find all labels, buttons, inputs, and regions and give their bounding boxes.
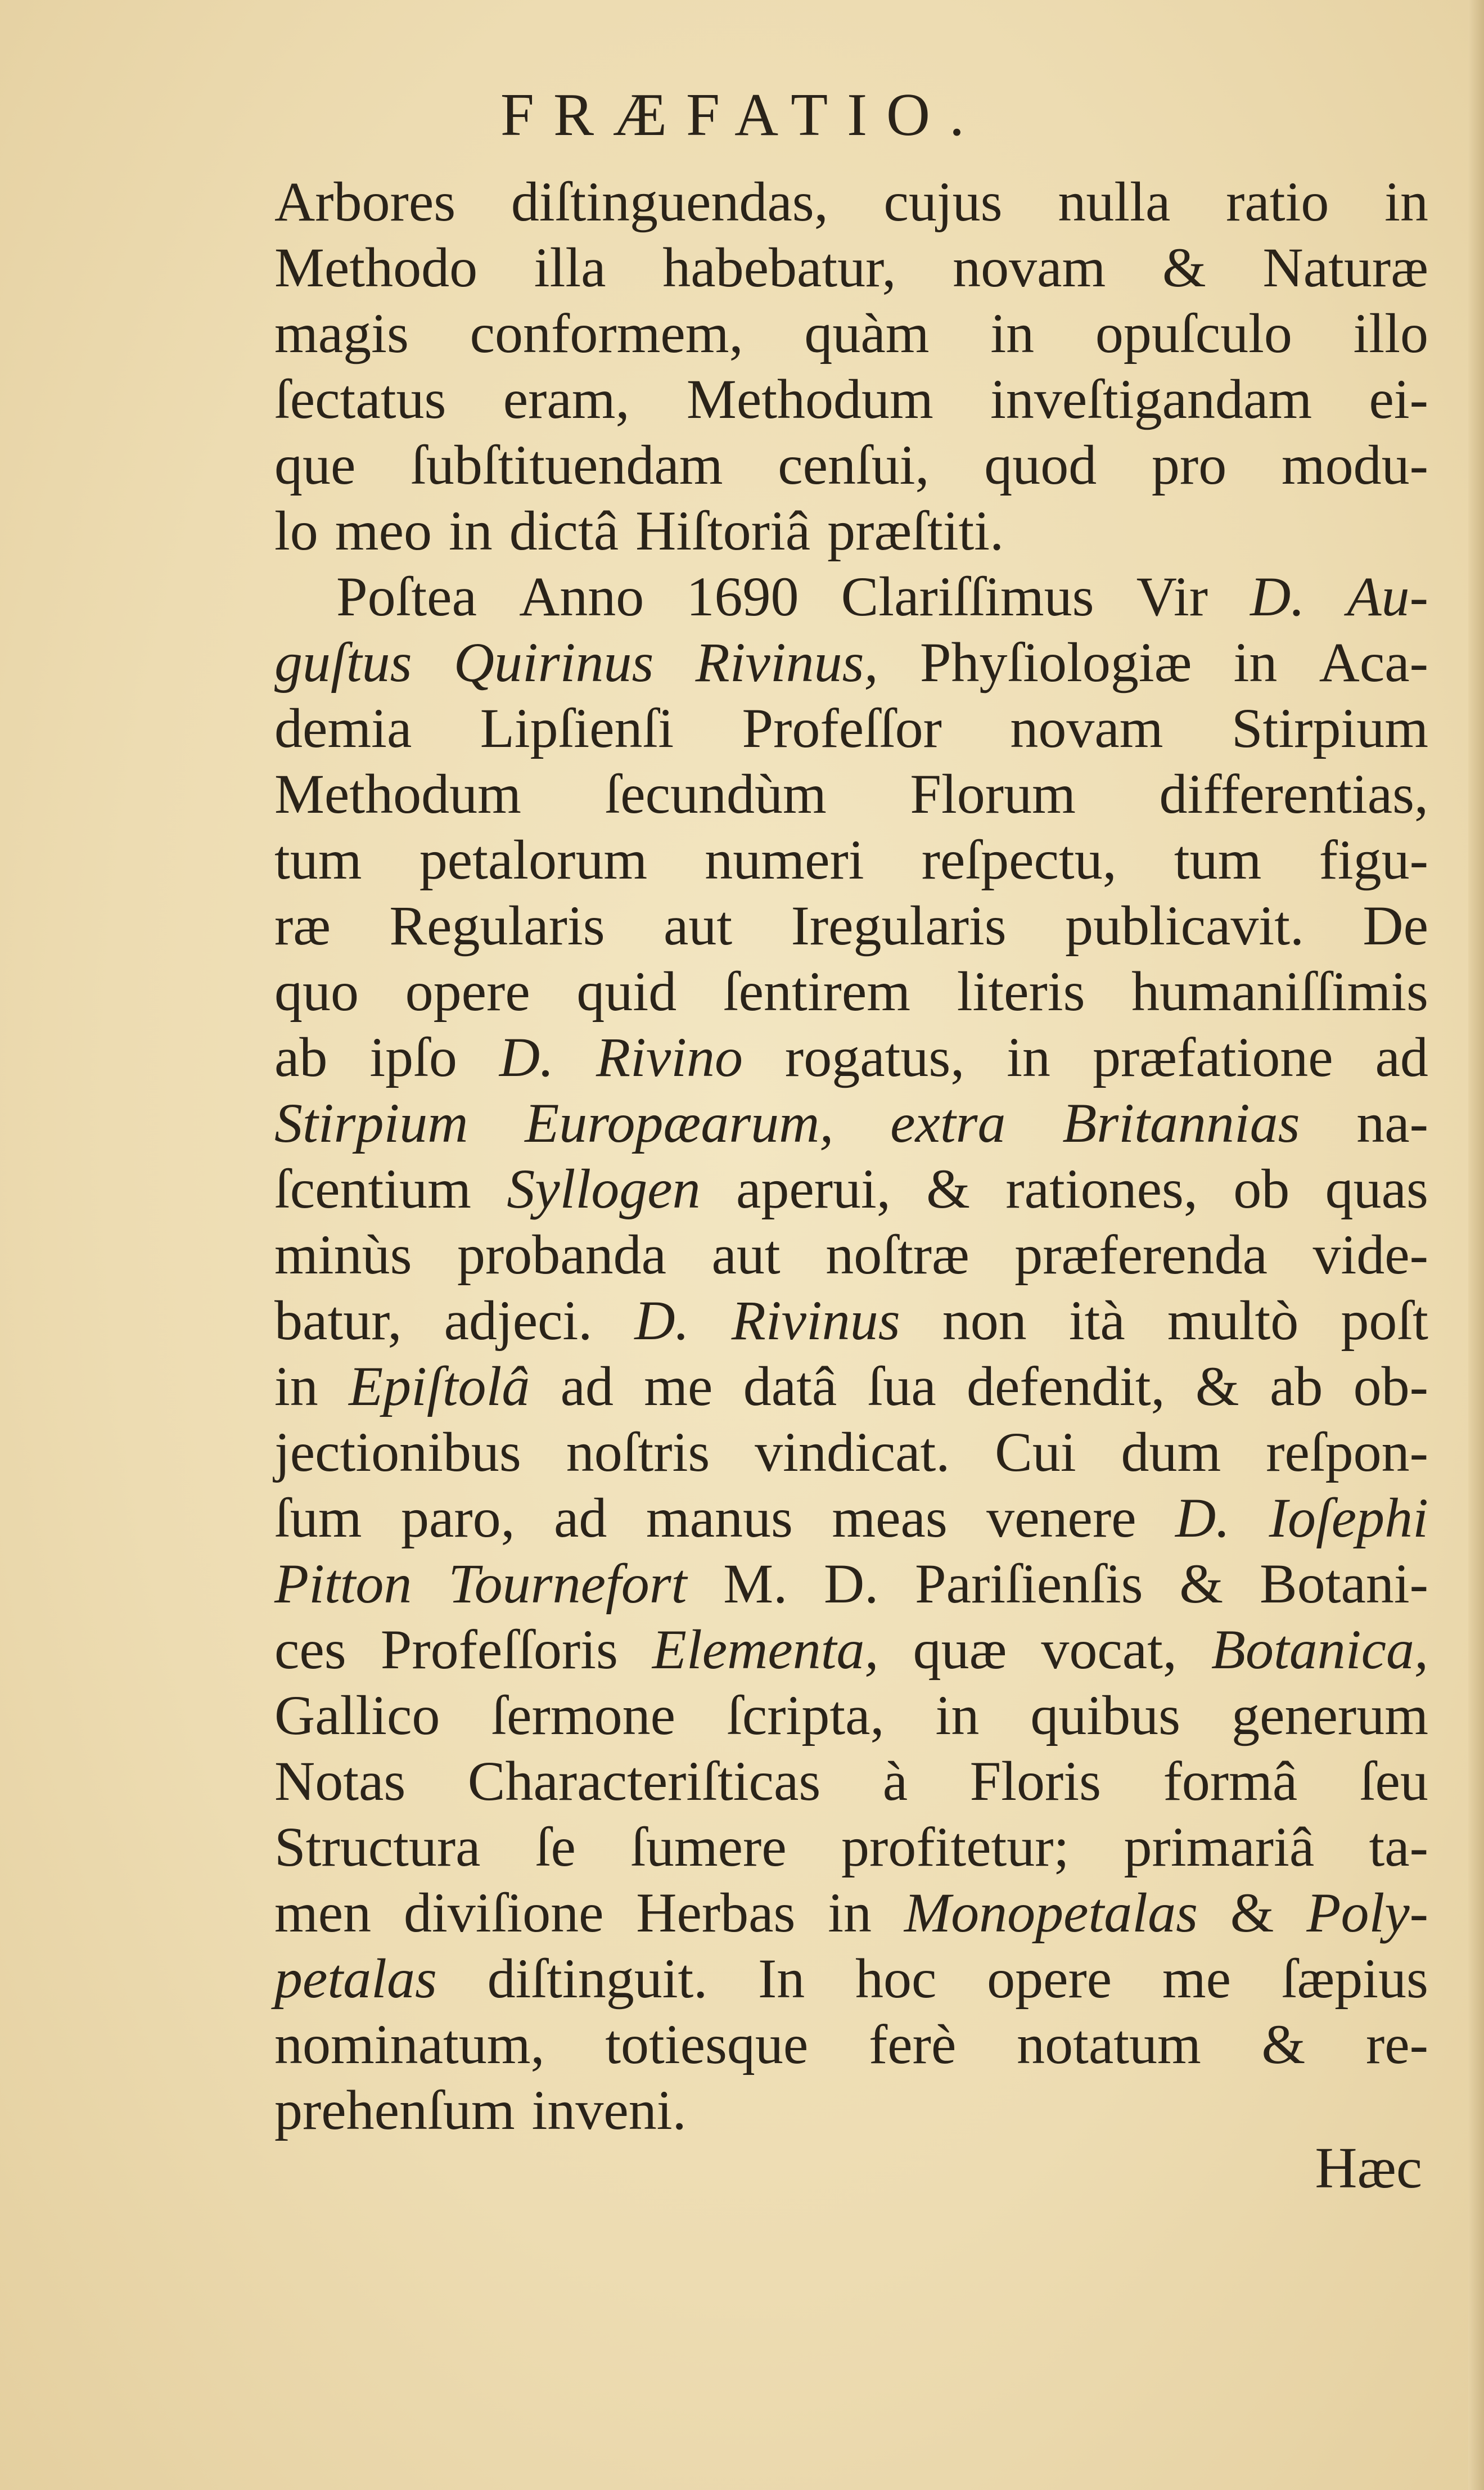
word: Pariſienſis [915, 1552, 1143, 1615]
word: 1690 [686, 565, 799, 628]
text-line [274, 1682, 1428, 1748]
word: ſcentium [274, 1158, 471, 1220]
word: tum [274, 829, 362, 891]
word: Phyſiologiæ [919, 631, 1192, 694]
word: jectionibus [274, 1421, 521, 1483]
word: Profeſſor [742, 697, 942, 759]
word: non [942, 1289, 1027, 1352]
word: Profeſſoris [380, 1618, 618, 1681]
word: Methodum [686, 368, 933, 430]
word: D. [499, 1026, 554, 1088]
word: ta- [1369, 1816, 1428, 1878]
text-line [274, 2077, 1428, 2143]
word: manus [646, 1487, 793, 1549]
catchword: Hæc [1315, 2136, 1422, 2200]
word: Stirpium [1231, 697, 1428, 759]
text-line [274, 235, 1428, 300]
word: quibus [1030, 1684, 1181, 1746]
word: Herbas [636, 1881, 796, 1944]
word: rationes, [1005, 1158, 1198, 1220]
text-line [274, 1814, 1428, 1880]
text-line [274, 1748, 1428, 1814]
word: Florum [910, 763, 1076, 825]
word: ei- [1369, 368, 1428, 430]
word: à [882, 1750, 908, 1812]
word: Poly- [1306, 1881, 1428, 1944]
text-line [274, 1353, 1428, 1419]
word: primariâ [1124, 1816, 1315, 1878]
text-line [274, 432, 1428, 498]
word: guſtus [274, 631, 412, 694]
word: aperui, [736, 1158, 891, 1220]
word: Botanica, [1211, 1618, 1428, 1681]
word: Hiſtoriâ [635, 499, 811, 562]
word: publicavit. [1065, 894, 1304, 957]
word: ad [1375, 1026, 1428, 1088]
word: quod [984, 434, 1097, 496]
word: & [1230, 1881, 1274, 1944]
word: Poſtea [336, 565, 477, 628]
word: novam [953, 236, 1106, 299]
word: pro [1151, 434, 1227, 496]
word: D. [1250, 565, 1305, 628]
word: meo [335, 499, 432, 562]
word: ob [1233, 1158, 1290, 1220]
word: Aca- [1319, 631, 1428, 694]
text-line [274, 1156, 1428, 1222]
word: opere [405, 960, 530, 1023]
word: differentias, [1159, 763, 1428, 825]
word: Botani- [1260, 1552, 1428, 1615]
word: quo [274, 960, 359, 1023]
word: ſæpius [1281, 1947, 1428, 2010]
word: ad [560, 1355, 614, 1417]
word: que [274, 434, 356, 496]
word: Europæarum, [525, 1092, 834, 1154]
word: noſtræ [826, 1223, 969, 1286]
word: quid [576, 960, 677, 1023]
text-line [274, 695, 1428, 761]
word: na- [1356, 1092, 1428, 1154]
word: in [448, 499, 493, 562]
word: ſum [274, 1487, 362, 1549]
word: petalorum [419, 829, 648, 891]
word: in [1007, 1026, 1051, 1088]
word: diviſione [403, 1881, 604, 1944]
word: aut [664, 894, 733, 957]
word: figu- [1319, 829, 1428, 891]
word: modu- [1281, 434, 1428, 496]
word: in [1233, 631, 1278, 694]
word: præſtiti. [827, 499, 1004, 562]
word: notatum [1017, 2013, 1201, 2075]
text-line [274, 1551, 1428, 1617]
word: probanda [457, 1223, 667, 1286]
text-line [274, 1222, 1428, 1287]
text-line [274, 1419, 1428, 1485]
word: dum [1121, 1421, 1221, 1483]
word: venere [986, 1487, 1136, 1549]
word: adjeci. [444, 1289, 593, 1352]
word: & [1179, 1552, 1224, 1615]
word: Characteriſticas [467, 1750, 821, 1812]
word: Pitton [274, 1552, 412, 1615]
word: Monopetalas [904, 1881, 1198, 1944]
word: quas [1325, 1158, 1428, 1220]
word: Vir [1136, 565, 1208, 628]
word: D. [634, 1289, 689, 1352]
word: men [274, 1881, 372, 1944]
word: Naturæ [1262, 236, 1428, 299]
word: demia [274, 697, 412, 759]
word: numeri [705, 829, 864, 891]
word: ferè [868, 2013, 957, 2075]
word: dictâ [509, 499, 619, 562]
word: Notas [274, 1750, 406, 1812]
word: opere [987, 1947, 1112, 2010]
page-edge [1468, 0, 1484, 2490]
word: præfatione [1092, 1026, 1333, 1088]
word: quàm [804, 302, 930, 364]
word: cenſui, [778, 434, 930, 496]
word: Quirinus [453, 631, 654, 694]
text-line [274, 1024, 1428, 1090]
word: opuſculo [1095, 302, 1292, 364]
word: ſua [867, 1355, 936, 1417]
text-line [274, 761, 1428, 827]
word: ſumere [630, 1816, 787, 1878]
text-line [274, 827, 1428, 893]
word: Rivinus, [695, 631, 878, 694]
word: ſubſtituendam [411, 434, 723, 496]
text-line [274, 366, 1428, 432]
word: vindicat. [755, 1421, 950, 1483]
word: & [1195, 1355, 1239, 1417]
word: in [990, 302, 1035, 364]
word: vocat, [1041, 1618, 1177, 1681]
word: literis [957, 960, 1085, 1023]
word: petalas [274, 1947, 437, 2010]
word: poſt [1341, 1289, 1428, 1352]
word: diſtinguit. [487, 1947, 708, 2010]
text-line [274, 1617, 1428, 1682]
word: De [1363, 894, 1428, 957]
word: reſpon- [1266, 1421, 1428, 1483]
word: & [926, 1158, 970, 1220]
word: multò [1167, 1289, 1299, 1352]
word: Britannias [1062, 1092, 1300, 1154]
word: meas [832, 1487, 948, 1549]
word: me [1162, 1947, 1232, 2010]
word: in [1384, 170, 1428, 233]
text-line [274, 169, 1428, 235]
text-line [274, 1880, 1428, 1946]
word: extra [890, 1092, 1006, 1154]
word: conformem, [470, 302, 743, 364]
word: habebatur, [662, 236, 896, 299]
word: humaniſſimis [1131, 960, 1428, 1023]
word: tum [1174, 829, 1262, 891]
word: ab [274, 1026, 328, 1088]
word: Structura [274, 1816, 481, 1878]
word: ſe [535, 1816, 576, 1878]
word: rogatus, [784, 1026, 965, 1088]
word: D. [1175, 1487, 1230, 1549]
word: noſtris [566, 1421, 710, 1483]
word: lo [274, 499, 318, 562]
word: & [1261, 2013, 1306, 2075]
word: nulla [1058, 170, 1171, 233]
word: Regularis [389, 894, 605, 957]
text-line [274, 893, 1428, 958]
word: profitetur; [841, 1816, 1070, 1878]
word: inveni. [531, 2079, 687, 2141]
word: ſentirem [723, 960, 911, 1023]
word: vide- [1312, 1223, 1428, 1286]
text-line [274, 1946, 1428, 2011]
running-head: FRÆFATIO. [500, 82, 984, 148]
word: ratio [1226, 170, 1329, 233]
word: minùs [274, 1223, 412, 1286]
word: ipſo [369, 1026, 457, 1088]
word: in [828, 1881, 872, 1944]
text-line [274, 300, 1428, 366]
text-line [274, 498, 1428, 564]
word: generum [1232, 1684, 1428, 1746]
word: ob- [1353, 1355, 1428, 1417]
text-line [274, 564, 1428, 629]
word: ab [1270, 1355, 1323, 1417]
word: novam [1010, 697, 1163, 759]
word: ces [274, 1618, 346, 1681]
word: quæ [913, 1618, 1007, 1681]
text-line [274, 1090, 1428, 1156]
word: præferenda [1014, 1223, 1268, 1286]
word: Epiſtolâ [349, 1355, 530, 1417]
word: Rivino [596, 1026, 743, 1088]
word: Au- [1347, 565, 1428, 628]
word: Cui [995, 1421, 1076, 1483]
word: Elementa, [652, 1618, 879, 1681]
text-line [274, 958, 1428, 1024]
word: Arbores [274, 170, 456, 233]
word: re- [1366, 2013, 1428, 2075]
word: inveſtigandam [990, 368, 1312, 430]
word: me [644, 1355, 713, 1417]
word: eram, [503, 368, 630, 430]
word: ſecundùm [605, 763, 827, 825]
word: prehenſum [274, 2079, 515, 2141]
word: D. [824, 1552, 879, 1615]
word: ad [554, 1487, 607, 1549]
word: Floris [969, 1750, 1102, 1812]
word: Anno [519, 565, 644, 628]
word: Methodum [274, 763, 521, 825]
word: Tournefort [448, 1552, 687, 1615]
word: paro, [400, 1487, 515, 1549]
text-line [274, 629, 1428, 695]
word: nominatum, [274, 2013, 545, 2075]
word: illa [534, 236, 606, 299]
word: ſcripta, [727, 1684, 885, 1746]
word: defendit, [967, 1355, 1165, 1417]
word: datâ [743, 1355, 837, 1417]
word: batur, [274, 1289, 402, 1352]
word: illo [1353, 302, 1428, 364]
word: diſtinguendas, [511, 170, 828, 233]
word: Gallico [274, 1684, 440, 1746]
word: cujus [883, 170, 1003, 233]
word: totiesque [605, 2013, 809, 2075]
text-line [274, 1485, 1428, 1551]
word: in [274, 1355, 318, 1417]
word: magis [274, 302, 409, 364]
word: ræ [274, 894, 331, 957]
word: Stirpium [274, 1092, 468, 1154]
text-line [274, 1287, 1428, 1353]
word: Iregularis [791, 894, 1007, 957]
word: formâ [1163, 1750, 1298, 1812]
word: in [935, 1684, 980, 1746]
word: hoc [855, 1947, 937, 2010]
word: Clariſſimus [841, 565, 1094, 628]
word: ſermone [491, 1684, 676, 1746]
word: Syllogen [507, 1158, 701, 1220]
word: ſeu [1359, 1750, 1428, 1812]
word: ità [1068, 1289, 1125, 1352]
word: reſpectu, [921, 829, 1117, 891]
word: In [757, 1947, 805, 2010]
word: Methodo [274, 236, 478, 299]
word: ſectatus [274, 368, 446, 430]
word: M. [723, 1552, 788, 1615]
word: Rivinus [731, 1289, 900, 1352]
word: & [1162, 236, 1206, 299]
body-text [274, 169, 1428, 2143]
word: Ioſephi [1269, 1487, 1428, 1549]
word: Lipſienſi [480, 697, 674, 759]
word: aut [711, 1223, 781, 1286]
text-line [274, 2011, 1428, 2077]
